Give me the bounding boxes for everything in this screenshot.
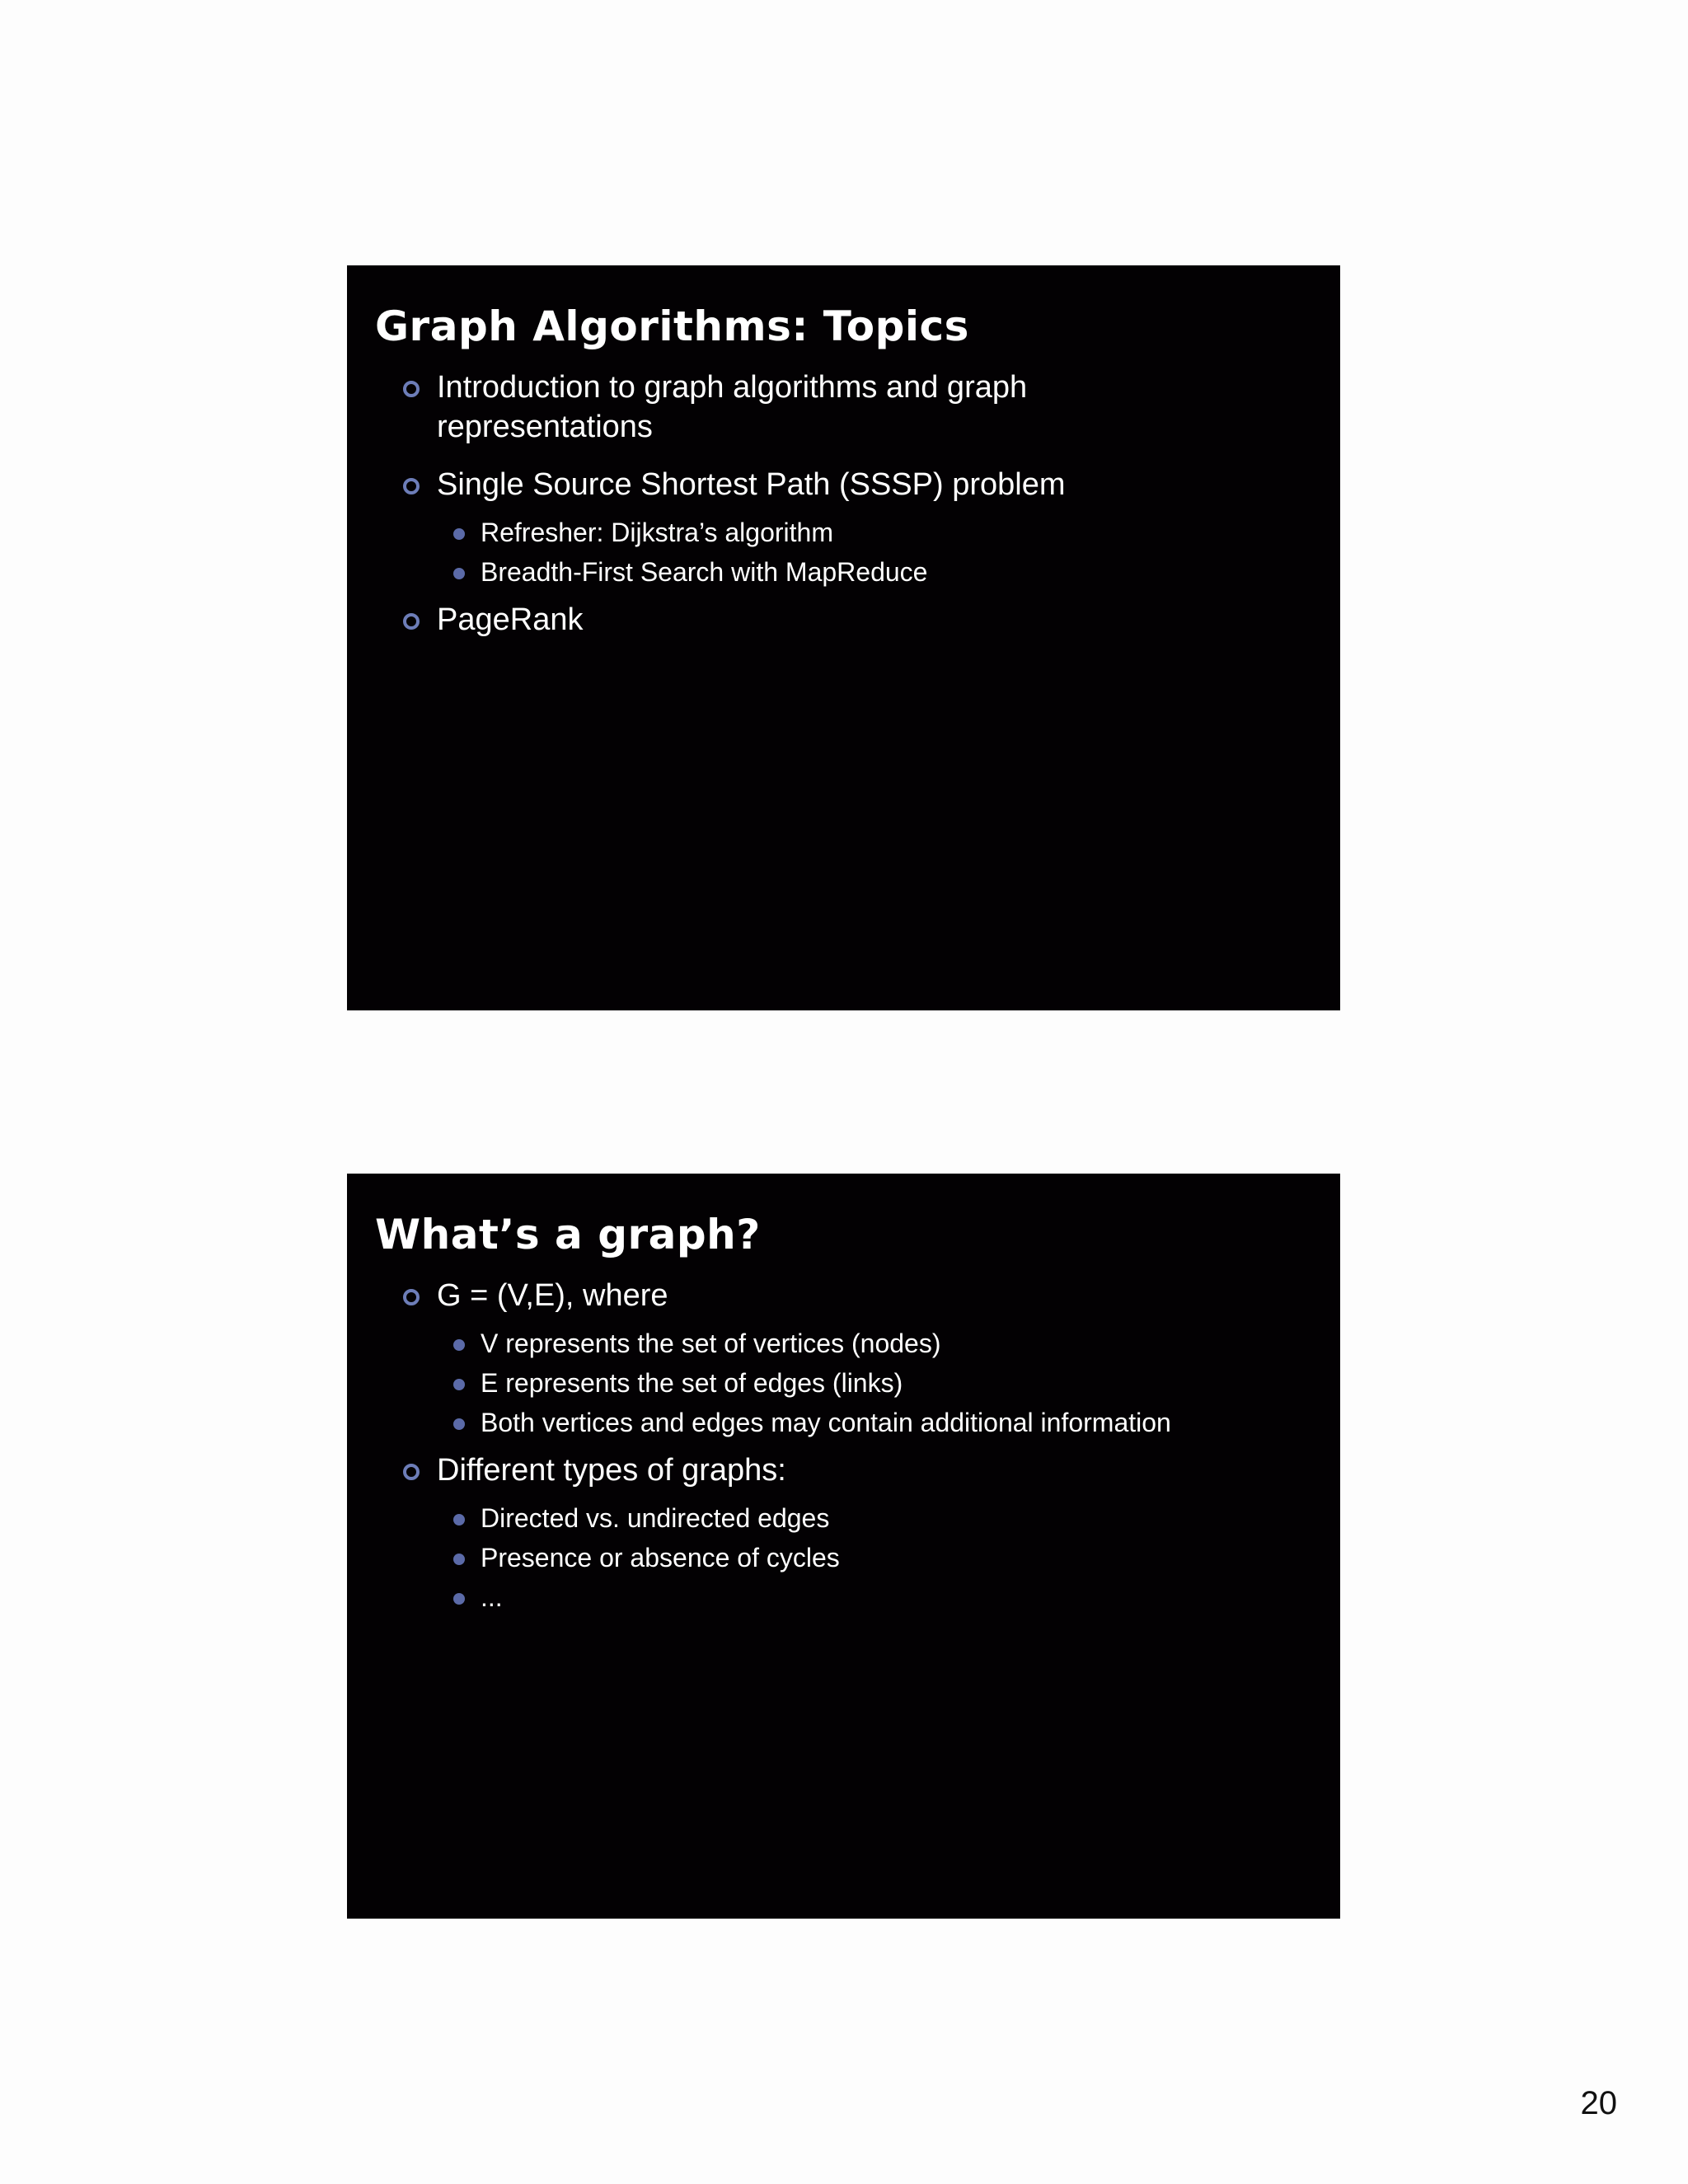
bullet-item: [375, 1451, 1312, 1490]
hollow-circle-icon: [403, 381, 420, 397]
sub-bullet-group: [375, 1324, 1312, 1442]
sub-bullet-item: [375, 552, 1312, 592]
bullet-text-continued: representations: [437, 410, 653, 444]
bullet-item: [375, 368, 1312, 447]
bullet-text: G = (V,E), where: [437, 1278, 668, 1313]
bullet-text: PageRank: [437, 602, 584, 637]
sub-bullet-group: [375, 513, 1312, 592]
sub-bullet-text: ...: [481, 1582, 503, 1612]
filled-circle-icon: [453, 1514, 465, 1526]
sub-bullet-list: [375, 1498, 1312, 1617]
sub-bullet-text: Breadth-First Search with MapReduce: [481, 557, 928, 587]
hollow-circle-icon: [403, 1289, 420, 1305]
bullet-item: [375, 600, 1312, 640]
bullet-item: [375, 1276, 1312, 1315]
sub-bullet-text: Presence or absence of cycles: [481, 1543, 840, 1572]
filled-circle-icon: [453, 1418, 465, 1430]
filled-circle-icon: [453, 528, 465, 540]
hollow-circle-icon: [403, 478, 420, 494]
sub-bullet-item: [375, 1577, 1312, 1617]
filled-circle-icon: [453, 1593, 465, 1605]
sub-bullet-item: [375, 1498, 1312, 1538]
sub-bullet-text: Both vertices and edges may contain additional information: [481, 1408, 1171, 1437]
slide-title: What’s a graph?: [375, 1211, 761, 1258]
sub-bullet-item: [375, 1538, 1312, 1577]
slide-title: Graph Algorithms: Topics: [375, 302, 969, 350]
sub-bullet-item: [375, 513, 1312, 552]
sub-bullet-list: [375, 1324, 1312, 1442]
sub-bullet-text: E represents the set of edges (links): [481, 1368, 903, 1398]
filled-circle-icon: [453, 568, 465, 579]
sub-bullet-item: [375, 1363, 1312, 1403]
filled-circle-icon: [453, 1554, 465, 1565]
bullet-text: Introduction to graph algorithms and graph: [437, 370, 1028, 405]
bullet-list: [375, 1276, 1312, 1617]
sub-bullet-text: V represents the set of vertices (nodes): [481, 1329, 941, 1358]
sub-bullet-group: [375, 1498, 1312, 1617]
sub-bullet-text: Directed vs. undirected edges: [481, 1503, 830, 1533]
bullet-list: [375, 368, 1312, 640]
bullet-text: Different types of graphs:: [437, 1453, 786, 1488]
sub-bullet-text: Refresher: Dijkstra’s algorithm: [481, 518, 833, 547]
sub-bullet-list: [375, 513, 1312, 592]
page-number: 20: [1580, 2085, 1617, 2121]
hollow-circle-icon: [403, 613, 420, 630]
bullet-text: Single Source Shortest Path (SSSP) problem: [437, 467, 1066, 502]
slide-whats-a-graph: [347, 1174, 1340, 1919]
sub-bullet-item: [375, 1403, 1312, 1442]
hollow-circle-icon: [403, 1464, 420, 1480]
filled-circle-icon: [453, 1379, 465, 1390]
slide-graph-algorithms-topics: [347, 265, 1340, 1010]
sub-bullet-item: [375, 1324, 1312, 1363]
filled-circle-icon: [453, 1339, 465, 1351]
bullet-item: [375, 465, 1312, 504]
